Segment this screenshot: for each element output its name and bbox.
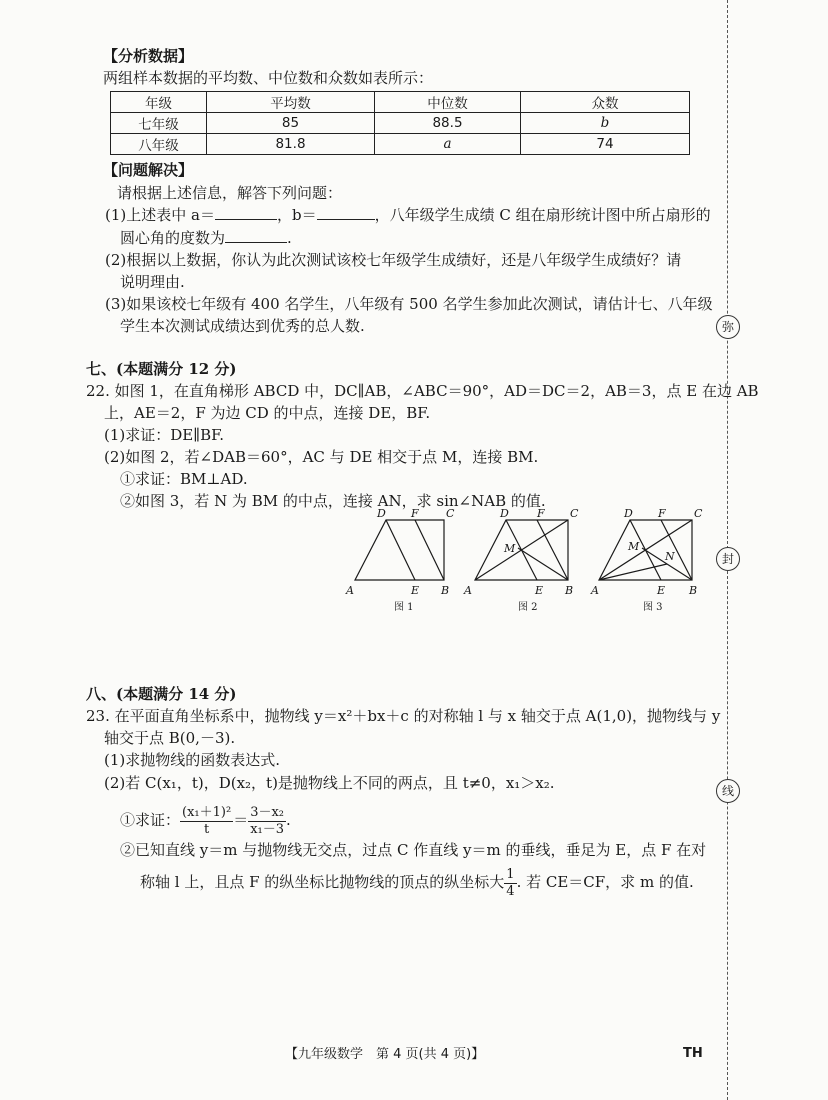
proof-suffix: . bbox=[286, 811, 291, 829]
fraction-2-numerator: 3－x₂ bbox=[250, 804, 285, 820]
table-cell: 88.5 bbox=[375, 113, 521, 134]
table-cell: 81.8 bbox=[207, 134, 375, 155]
table-row bbox=[111, 134, 690, 155]
fraction-3-denominator: 4 bbox=[506, 883, 515, 899]
problem-22-line2: 上，AE＝2，F 为边 CD 的中点，连接 DE，BF. bbox=[104, 404, 431, 422]
table-header: 年级 bbox=[111, 92, 207, 113]
figure-2-label-b: B bbox=[565, 584, 574, 597]
problem-23-part2-2-line1: ②已知直线 y＝m 与抛物线无交点，过点 C 作直线 y＝m 的垂线，垂足为 E，点 F 在对 bbox=[120, 841, 707, 859]
problem-23-line2: 轴交于点 B(0,－3). bbox=[104, 729, 236, 747]
figure-3-label-b: B bbox=[689, 584, 698, 597]
figure-3-label-e: E bbox=[657, 584, 666, 597]
problem-solving-intro: 请根据上述信息，解答下列问题： bbox=[117, 184, 343, 202]
figure-2-label-m: M bbox=[504, 542, 516, 555]
figure-1-segment-de bbox=[386, 520, 415, 580]
figure-3-label-d: D bbox=[624, 507, 633, 520]
page-footer: 【九年级数学 第 4 页(共 4 页)】 bbox=[285, 1047, 485, 1062]
problem-solving-heading: 【问题解决】 bbox=[103, 161, 194, 179]
fraction-1-denominator: t bbox=[203, 821, 210, 837]
problem-22-part2-2: ②如图 3，若 N 为 BM 的中点，连接 AN，求 sin∠NAB 的值. bbox=[120, 492, 546, 510]
analysis-heading: 【分析数据】 bbox=[103, 47, 194, 65]
stats-table bbox=[110, 91, 690, 155]
fraction-1-numerator: (x₁＋1)² bbox=[182, 804, 232, 820]
figure-3-label-m: M bbox=[628, 540, 640, 553]
answer-blank-b bbox=[317, 205, 375, 220]
figure-1-label-d: D bbox=[377, 507, 386, 520]
table-cell: 八年级 bbox=[111, 134, 207, 155]
q1-part: 圆心角的度数为 bbox=[120, 229, 226, 247]
problem-23-proof bbox=[120, 798, 291, 842]
figure-3-label-a: A bbox=[591, 584, 599, 597]
figure-3-caption: 图 3 bbox=[643, 602, 663, 613]
table-cell: 74 bbox=[521, 134, 690, 155]
proof-prefix: ①求证： bbox=[120, 811, 181, 829]
fraction-3 bbox=[504, 867, 516, 900]
figure-1-label-a: A bbox=[346, 584, 354, 597]
fraction-1 bbox=[180, 805, 233, 838]
geometry-figures bbox=[340, 505, 720, 620]
problem-23-line1: 23. 在平面直角坐标系中，抛物线 y＝x²＋bx＋c 的对称轴 l 与 x 轴交于点 A(1,0)，抛物线与 y bbox=[86, 707, 721, 725]
problem-22-part1: (1)求证：DE∥BF. bbox=[104, 426, 225, 444]
figure-1-trapezoid bbox=[355, 520, 444, 580]
table-cell: 85 bbox=[207, 113, 375, 134]
figure-1-segment-bf bbox=[415, 520, 444, 580]
question-2-line1: (2)根据以上数据，你认为此次测试该校七年级学生成绩好，还是八年级学生成绩好？请 bbox=[105, 251, 682, 269]
figure-1-caption: 图 1 bbox=[394, 602, 414, 613]
figure-1-label-f: F bbox=[411, 507, 419, 520]
fraction-3-numerator: 1 bbox=[506, 866, 515, 882]
problem-23-part1: (1)求抛物线的函数表达式. bbox=[104, 751, 281, 769]
question-2-line2: 说明理由. bbox=[120, 273, 185, 291]
problem-23-part2-2-line2 bbox=[140, 862, 694, 902]
figure-2-segment-bf bbox=[537, 520, 568, 580]
figure-3-label-c: C bbox=[694, 507, 703, 520]
figure-1-label-c: C bbox=[446, 507, 455, 520]
seal-xian: 线 bbox=[716, 779, 740, 803]
figure-3-label-n: N bbox=[665, 550, 675, 563]
figure-2-caption: 图 2 bbox=[518, 602, 538, 613]
seal-mi: 弥 bbox=[716, 315, 740, 339]
equals-sign: ＝ bbox=[233, 811, 249, 829]
line7-part: . 若 CE＝CF，求 m 的值. bbox=[516, 873, 694, 891]
table-header: 众数 bbox=[521, 92, 690, 113]
table-header: 平均数 bbox=[207, 92, 375, 113]
question-3-line1: (3)如果该校七年级有 400 名学生，八年级有 500 名学生参加此次测试，请估计七、八年级 bbox=[105, 295, 713, 313]
answer-blank-a bbox=[215, 205, 277, 220]
table-header: 中位数 bbox=[375, 92, 521, 113]
table-row bbox=[111, 113, 690, 134]
question-3-line2: 学生本次测试成绩达到优秀的总人数. bbox=[120, 317, 365, 335]
problem-22-part2-1: ①求证：BM⊥AD. bbox=[120, 470, 248, 488]
table-cell: a bbox=[375, 134, 521, 155]
q1-part: ，b＝ bbox=[276, 206, 317, 224]
q1-part: (1)上述表中 a＝ bbox=[105, 206, 215, 224]
fraction-2 bbox=[248, 805, 286, 838]
figure-2-label-e: E bbox=[535, 584, 544, 597]
question-1-line1 bbox=[105, 205, 711, 225]
problem-22-part2: (2)如图 2，若∠DAB＝60°，AC 与 DE 相交于点 M，连接 BM. bbox=[104, 448, 539, 466]
question-1-line2 bbox=[120, 228, 292, 248]
analysis-intro: 两组样本数据的平均数、中位数和众数如表所示： bbox=[103, 69, 434, 87]
figure-2-segment-bm bbox=[518, 548, 568, 580]
figure-1-label-b: B bbox=[441, 584, 450, 597]
fraction-2-denominator: x₁－3 bbox=[250, 821, 285, 837]
section-8-heading: 八、(本题满分 14 分) bbox=[86, 685, 237, 703]
footer-code: TH bbox=[683, 1046, 703, 1061]
table-header-row bbox=[111, 92, 690, 113]
figure-2-label-a: A bbox=[464, 584, 472, 597]
figure-2-label-f: F bbox=[537, 507, 545, 520]
problem-22-line1: 22. 如图 1，在直角梯形 ABCD 中，DC∥AB，∠ABC＝90°，AD＝DC＝2，AB＝3，点 E 在边 AB bbox=[86, 382, 759, 400]
table-cell: b bbox=[521, 113, 690, 134]
problem-23-part2: (2)若 C(x₁，t)，D(x₂，t)是抛物线上不同的两点，且 t≠0，x₁＞x₂. bbox=[104, 774, 555, 792]
answer-blank-angle bbox=[225, 228, 287, 243]
section-7-heading: 七、(本题满分 12 分) bbox=[86, 360, 237, 378]
figure-1-label-e: E bbox=[411, 584, 420, 597]
table-cell: 七年级 bbox=[111, 113, 207, 134]
q1-part: . bbox=[287, 229, 292, 247]
figure-3-label-f: F bbox=[658, 507, 666, 520]
seal-feng: 封 bbox=[716, 547, 740, 571]
figure-2-label-c: C bbox=[570, 507, 579, 520]
figure-2-label-d: D bbox=[500, 507, 509, 520]
q1-part: ，八年级学生成绩 C 组在扇形统计图中所占扇形的 bbox=[374, 206, 711, 224]
line7-part: 称轴 l 上，且点 F 的纵坐标比抛物线的顶点的纵坐标大 bbox=[140, 873, 505, 891]
